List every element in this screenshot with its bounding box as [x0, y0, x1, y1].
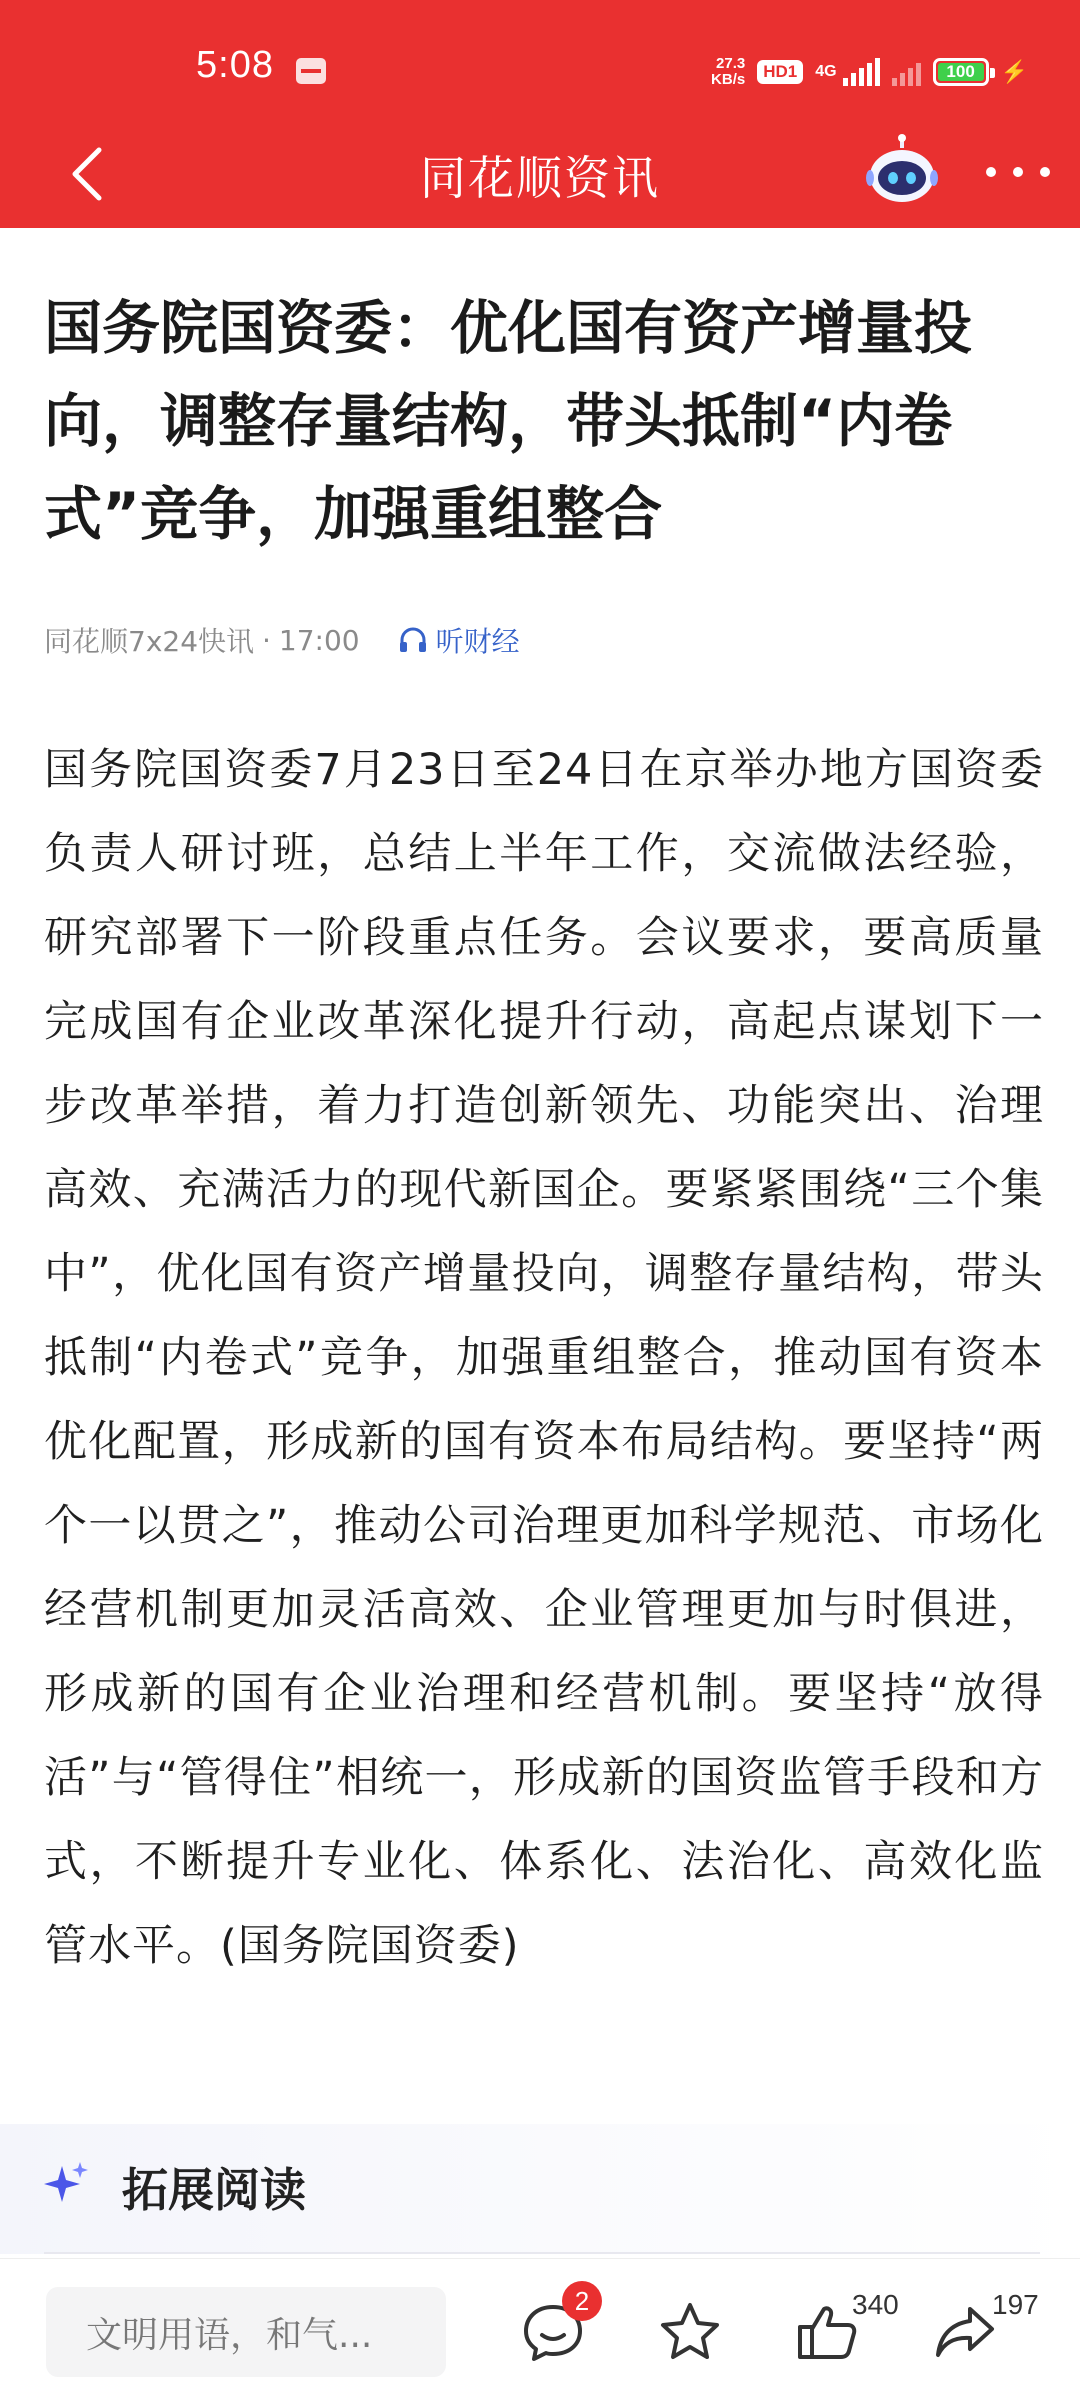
net-speed-unit: KB/s — [711, 71, 746, 88]
extended-reading-title: 拓展阅读 — [122, 2163, 306, 2217]
battery-level: 100 — [946, 62, 975, 81]
extended-reading-section — [0, 2124, 1080, 2254]
article-title: 国务院国资委：优化国有资产增量投向，调整存量结构，带头抵制“内卷式”竞争，加强重组整合 — [44, 294, 973, 548]
article-time: 17:00 — [278, 623, 360, 657]
nav-bar — [0, 128, 1080, 228]
page-title: 同花顺资讯 — [420, 151, 660, 205]
comment-input[interactable]: 文明用语，和气... — [46, 2287, 446, 2377]
app-header — [0, 0, 1080, 228]
net-speed-value: 27.3 — [716, 55, 746, 72]
signal-strength-icon — [843, 58, 880, 86]
listen-button[interactable] — [398, 620, 520, 660]
article-body: 国务院国资委7月23日至24日在京举办地方国资委负责人研讨班，总结上半年工作，交流做法经验，研究部署下一阶段重点任务。会议要求，要高质量完成国有企业改革深化提升行动，高起点谋划下一步改革举措，着力打造创新领先、功能突出、治理高效、充满活力的现代新国企。要紧紧围绕“三个集中”，优化国有资产增量投向，调整存量结构，带头抵制“内卷式”竞争，加强重组整合，推动国有资本优化配置，形成新的国有资本布局结构。要坚持“两个一以贯之”，推动公司治理更加科学规范、市场化经营机制更加灵活高效、企业管理更加与时俱进，形成新的国有企业治理和经营机制。要坚持“放得活”与“管得住”相统一，形成新的国资监管手段和方式，不断提升专业化、体系化、法治化、高效化监管水平。(国务院国资委) — [44, 745, 1044, 1971]
signal-strength-secondary-icon — [892, 58, 921, 86]
battery-icon — [933, 58, 989, 86]
net-speed — [711, 56, 745, 88]
sparkle-icon — [42, 2160, 90, 2208]
ai-assistant-button[interactable] — [866, 132, 938, 210]
comment-count-badge: 2 — [562, 2281, 602, 2321]
share-button[interactable] — [930, 2297, 1000, 2367]
status-indicators — [711, 48, 1028, 96]
notification-app-icon — [296, 58, 326, 84]
article-source[interactable]: 同花顺7x24快讯 — [44, 625, 255, 658]
network-type: 4G — [815, 63, 837, 80]
charging-icon: ⚡ — [1000, 59, 1028, 84]
headphones-icon — [398, 626, 428, 654]
hd-badge: HD1 — [757, 60, 803, 84]
share-icon — [930, 2297, 1000, 2367]
bottom-action-bar — [0, 2258, 1080, 2400]
listen-label: 听财经 — [435, 625, 520, 658]
robot-assistant-icon — [866, 132, 938, 210]
meta-separator: · — [262, 623, 271, 657]
more-dots-icon — [986, 167, 996, 177]
status-bar — [0, 0, 1080, 140]
like-count: 340 — [852, 2289, 899, 2320]
more-options-button[interactable] — [986, 150, 1050, 194]
article-meta — [44, 618, 520, 662]
favorite-button[interactable] — [655, 2297, 725, 2367]
star-icon — [655, 2297, 725, 2367]
status-time: 5:08 — [196, 44, 274, 86]
share-count: 197 — [992, 2289, 1039, 2320]
divider — [44, 2252, 1040, 2254]
